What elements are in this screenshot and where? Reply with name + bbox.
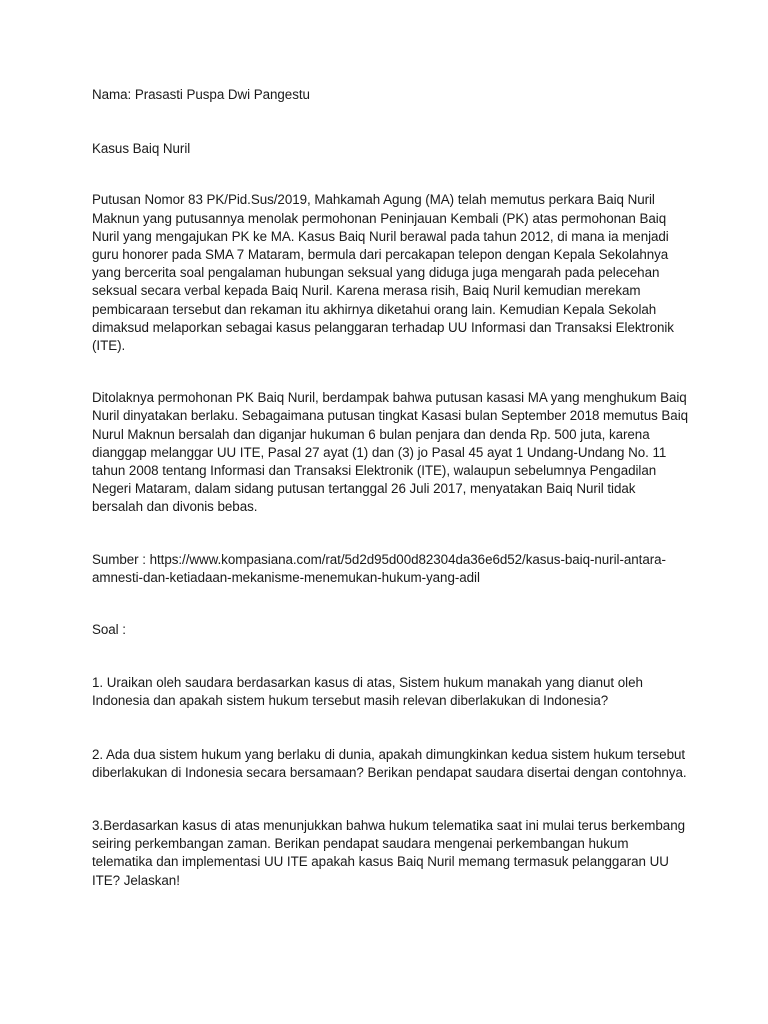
paragraph-line: Ditolaknya permohonan PK Baiq Nuril, berdampak bahwa putusan kasasi MA yang menghukum Baiq — [92, 390, 687, 406]
question-2 — [92, 746, 687, 782]
soal-heading — [92, 621, 682, 639]
question-line: Indonesia dan apakah sistem hukum tersebut masih relevan diberlakukan di Indonesia? — [92, 693, 609, 709]
paragraph-line: seksual secara verbal kepada Baiq Nuril. Karena merasa risih, Baiq Nuril kemudian merekam — [92, 283, 641, 299]
question-line: 1. Uraikan oleh saudara berdasarkan kasus di atas, Sistem hukum manakah yang dianut oleh — [92, 675, 643, 691]
question-line: 2. Ada dua sistem hukum yang berlaku di dunia, apakah dimungkinkan kedua sistem hukum tersebut — [92, 746, 686, 762]
document-body — [92, 86, 689, 890]
paragraph-line: Nuril yang mengajukan PK ke MA. Kasus Baiq Nuril berawal pada tahun 2012, di mana ia menjadi — [92, 228, 669, 244]
source-citation — [92, 551, 682, 587]
question-line: 3.Berdasarkan kasus di atas menunjukkan bahwa hukum telematika saat ini mulai terus berkembang — [92, 818, 685, 834]
paragraph-line: pembicaraan tersebut dan rekaman itu akhirnya diketahui orang lain. Kemudian Kepala Sekolah — [92, 301, 657, 317]
student-name — [92, 86, 682, 104]
case-title — [92, 140, 682, 158]
question-3 — [92, 817, 685, 890]
paragraph-line: tahun 2008 tentang Informasi dan Transaksi Elektronik (ITE), walaupun sebelumnya Pengadilan — [92, 463, 657, 479]
question-line: telematika dan implementasi UU ITE apakah kasus Baiq Nuril memang termasuk pelanggaran UU — [92, 854, 669, 870]
paragraph-line: bersalah dan divonis bebas. — [92, 499, 258, 515]
question-line: seiring perkembangan zaman. Berikan pendapat saudara mengenai perkembangan hukum — [92, 836, 629, 852]
source-line: Sumber : https://www.kompasiana.com/rat/5d2d95d00d82304da36e6d52/kasus-baiq-nuril-antara- — [92, 551, 666, 567]
question-line: diberlakukan di Indonesia secara bersamaan? Berikan pendapat saudara disertai dengan contohnya. — [92, 764, 687, 780]
paragraph-line: yang bercerita soal pengalaman hubungan seksual yang diduga juga mengarah pada pelecehan — [92, 265, 660, 281]
soal-label: Soal : — [92, 622, 126, 638]
case-title-line: Kasus Baiq Nuril — [92, 141, 191, 157]
question-1 — [92, 674, 682, 710]
source-line: amnesti-dan-ketiadaan-mekanisme-menemukan-hukum-yang-adil — [92, 569, 480, 585]
paragraph-line: Nurul Maknun bersalah dan diganjar hukuman 6 bulan penjara dan denda Rp. 500 juta, karena — [92, 426, 650, 442]
paragraph-line: guru honorer pada SMA 7 Mataram, bermula dari percakapan telepon dengan Kepala Sekolahnya — [92, 247, 669, 263]
paragraph-line: (ITE). — [92, 338, 126, 354]
paragraph-verdict — [92, 389, 689, 516]
paragraph-line: Putusan Nomor 83 PK/Pid.Sus/2019, Mahkamah Agung (MA) telah memutus perkara Baiq Nuril — [92, 192, 655, 208]
paragraph-line: dimaksud melaporkan sebagai kasus pelanggaran terhadap UU Informasi dan Transaksi Elektronik — [92, 319, 674, 335]
paragraph-line: dianggap melanggar UU ITE, Pasal 27 ayat (1) dan (3) jo Pasal 45 ayat 1 Undang-Undang No. 11 — [92, 444, 667, 460]
paragraph-line: Negeri Mataram, dalam sidang putusan tertanggal 26 Juli 2017, menyatakan Baiq Nuril tidak — [92, 481, 636, 497]
paragraph-case-summary — [92, 191, 682, 355]
student-name-line: Nama: Prasasti Puspa Dwi Pangestu — [92, 87, 310, 102]
question-line: ITE? Jelaskan! — [92, 872, 180, 888]
paragraph-line: Maknun yang putusannya menolak permohonan Peninjauan Kembali (PK) atas permohonan Baiq — [92, 210, 667, 226]
paragraph-line: Nuril dinyatakan berlaku. Sebagaimana putusan tingkat Kasasi bulan September 2018 memutus Baiq — [92, 408, 689, 424]
